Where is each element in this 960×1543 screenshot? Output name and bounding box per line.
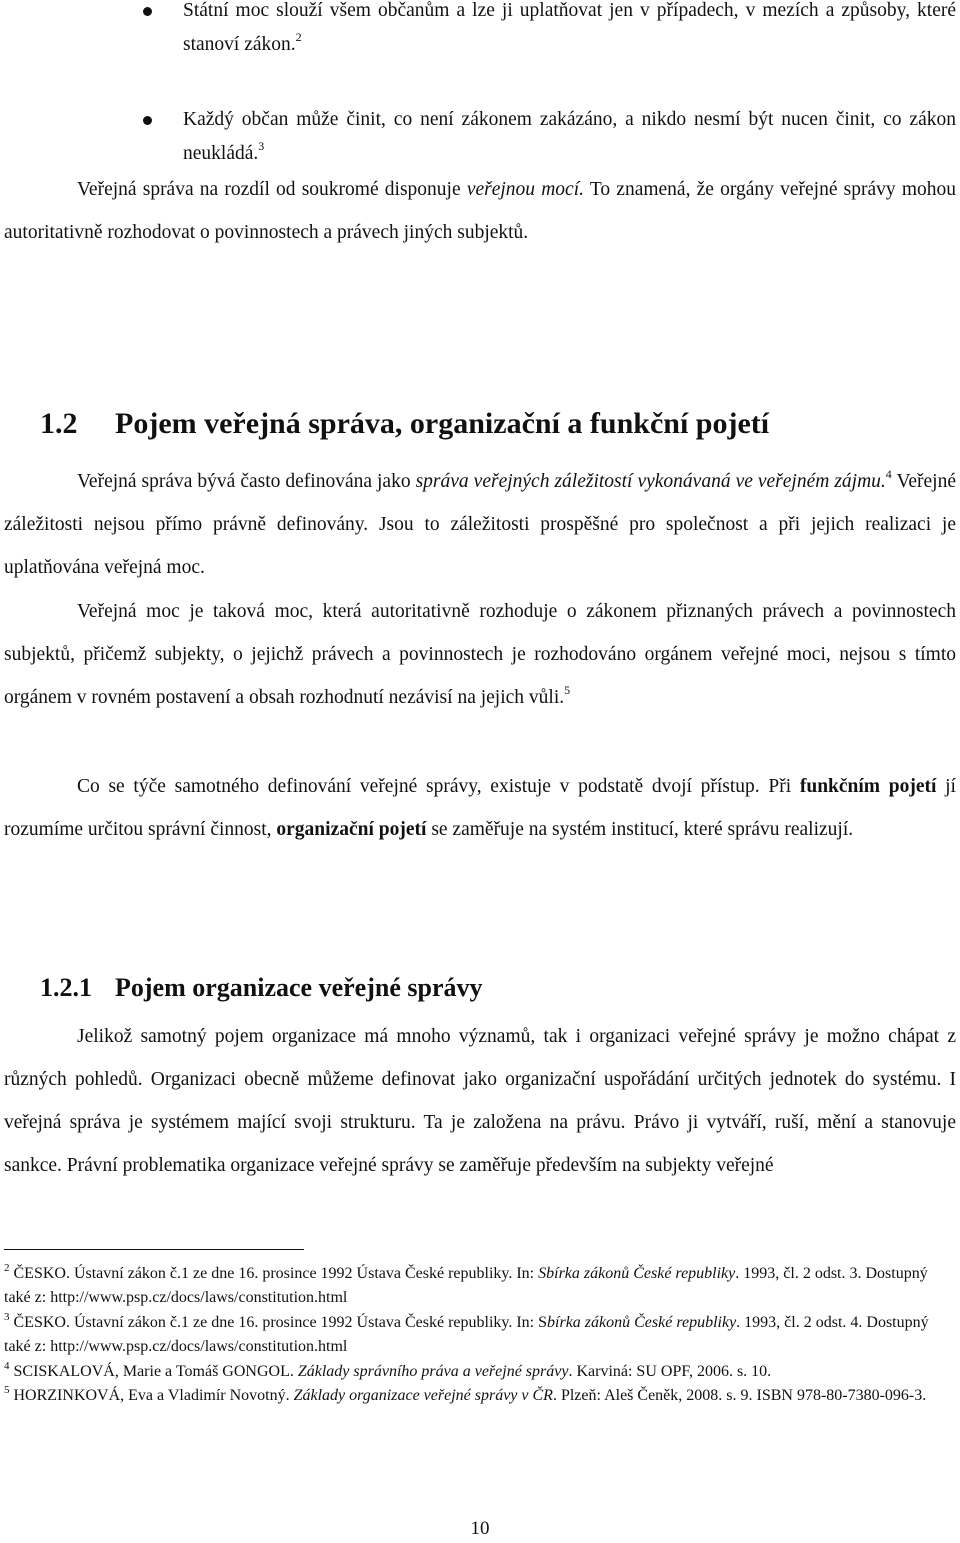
page-number: 10 <box>470 1518 490 1539</box>
section-number: 1.2.1 <box>40 973 92 1002</box>
footnote-ref[interactable]: 4 <box>885 467 892 481</box>
bullet-icon <box>143 7 152 16</box>
footnote-3: $^3$ ČESKO. Ústavní zákon č.1 ze dne 16. prosince 1992 Ústava České republiky. In: Sbírka zákonů České republiky. 1993, čl. 2 odst. 4. Dostupný také z: http://www.psp.cz/docs/laws/constitution.html <box>4 1310 929 1356</box>
footnote-ref[interactable]: 3 <box>258 139 265 153</box>
section-heading-1-2 <box>40 407 769 441</box>
paragraph-public-authority: Veřejná moc je taková moc, která autoritativně rozhoduje o zákonem přiznaných právech a povinnostech subjektů, přičemž subjekty, o jejichž právech a povinnostech je rozhodováno orgánem veřejné moci, nejsou s tímto orgánem v rovném postavení a obsah rozhodnutí nezávisí na jejich vůli.$^5$ <box>4 601 956 708</box>
paragraph-definition: Veřejná správa bývá často definována jako správa veřejných záležitostí vykonávaná ve veřejném zájmu.$^4$ Veřejné záležitosti nejsou přímo právně definovány. Jsou to záležitosti prospěšné pro společnost a při jejich realizaci je uplatňována veřejná moc. <box>4 467 956 578</box>
footnote-5: $^5$ HORZINKOVÁ, Eva a Vladimír Novotný. Základy organizace veřejné správy v ČR. Plzeň: Aleš Čeněk, 2008. s. 9. ISBN 978-80-7380-096-3. <box>4 1384 927 1405</box>
section-title: Pojem veřejná správa, organizační a funkční pojetí <box>115 407 770 440</box>
footnotes <box>4 1262 956 1408</box>
footnote-divider <box>4 1249 304 1250</box>
footnote-ref[interactable]: 2 <box>295 30 302 44</box>
footnote-2: $^2$ ČESKO. Ústavní zákon č.1 ze dne 16. prosince 1992 Ústava České republiky. In: Sbírka zákonů České republiky. 1993, čl. 2 odst. 3. Dostupný také z: http://www.psp.cz/docs/laws/constitution.html <box>4 1262 928 1307</box>
bullet-icon <box>143 116 152 125</box>
section-number: 1.2 <box>40 407 78 440</box>
paragraph-organization: Jelikož samotný pojem organizace má mnoho významů, tak i organizaci veřejné správy je možno chápat z různých pohledů. Organizaci obecně můžeme definovat jako organizační uspořádání určitých jednotek do systému. I veřejná správa je systémem mající svoji strukturu. Ta je založena na právu. Právo ji vytváří, ruší, mění a stanovuje sankce. Právní problematika organizace veřejné správy se zaměřuje především na subjekty veřejné <box>4 1026 956 1176</box>
bullet-text: Státní moc slouží všem občanům a lze ji uplatňovat jen v případech, v mezích a způsoby, které stanoví zákon.$^2$ <box>183 0 956 55</box>
paragraph-public-power: Veřejná správa na rozdíl od soukromé disponuje veřejnou mocí. To znamená, že orgány veřejné správy mohou autoritativně rozhodovat o povinnostech a právech jiných subjektů. <box>4 179 956 243</box>
footnote-ref[interactable]: 5 <box>564 683 571 697</box>
section-heading-1-2-1 <box>40 973 482 1003</box>
paragraph-approaches: Co se týče samotného definování veřejné správy, existuje v podstatě dvojí přístup. Při funkčním pojetí jí rozumíme určitou správní činnost, organizační pojetí se zaměřuje na systém institucí, které správu realizují. <box>4 776 956 840</box>
section-title: Pojem organizace veřejné správy <box>115 973 483 1002</box>
bullet-text: Každý občan může činit, co není zákonem zakázáno, a nikdo nesmí být nucen činit, co zákon neukládá.$^3$ <box>183 109 956 164</box>
footnote-4: $^4$ SCISKALOVÁ, Marie a Tomáš GONGOL. Základy správního práva a veřejné správy. Karviná: SU OPF, 2006. s. 10. <box>4 1359 772 1380</box>
